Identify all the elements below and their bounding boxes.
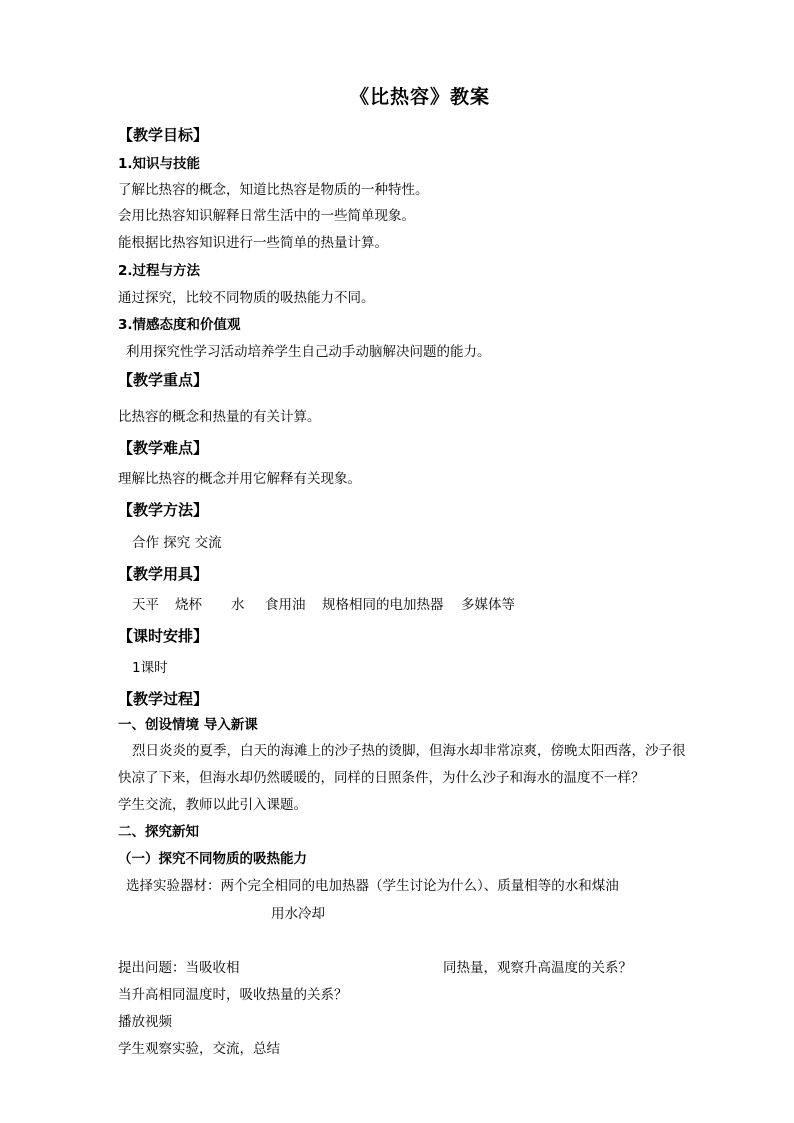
- section1-heading: 一、创设情境 导入新课: [118, 717, 258, 733]
- knowledge-item: 会用比热容知识解释日常生活中的一些简单现象。: [118, 208, 415, 224]
- tools-heading: 【教学用具】: [118, 565, 209, 583]
- teaching-process-heading: 【教学过程】: [118, 690, 209, 708]
- materials-text: 选择实验器材：两个完全相同的电加热器（学生讨论为什么）、质量相等的水和煤油: [126, 878, 619, 894]
- question-text: 提出问题：当吸收相: [118, 960, 240, 976]
- question-text: 同热量，观察升高温度的关系？: [443, 960, 632, 976]
- tools-item: 多媒体等: [461, 597, 515, 613]
- key-points-text: 比热容的概念和热量的有关计算。: [118, 409, 321, 425]
- tools-item: 食用油: [265, 597, 306, 613]
- subsection1-heading: （一）探究不同物质的吸热能力: [118, 851, 307, 867]
- section2-heading: 二、探究新知: [118, 824, 199, 840]
- video-text: 播放视频: [118, 1014, 172, 1030]
- process-method-heading: 2.过程与方法: [118, 263, 201, 279]
- emotion-heading: 3.情感态度和价值观: [118, 317, 241, 333]
- cooling-text: 用水冷却: [271, 906, 325, 922]
- schedule-text: 1课时: [132, 660, 168, 676]
- tools-item: 水: [231, 597, 245, 613]
- tools-item: 烧杯: [175, 597, 202, 613]
- methods-text: 合作 探究 交流: [132, 535, 222, 551]
- summary-text: 学生观察实验，交流，总结: [118, 1041, 280, 1057]
- section1-paragraph: 快凉了下来，但海水却仍然暖暖的，同样的日照条件，为什么沙子和海水的温度不一样？: [118, 770, 645, 786]
- methods-heading: 【教学方法】: [118, 501, 209, 519]
- section1-paragraph: 烈日炎炎的夏季，白天的海滩上的沙子热的烫脚，但海水却非常凉爽，傍晚太阳西落，沙子很: [132, 743, 686, 759]
- key-points-heading: 【教学重点】: [118, 371, 209, 389]
- process-method-item: 通过探究，比较不同物质的吸热能力不同。: [118, 290, 375, 306]
- knowledge-item: 了解比热容的概念，知道比热容是物质的一种特性。: [118, 182, 429, 198]
- knowledge-heading: 1.知识与技能: [118, 156, 201, 172]
- difficulties-text: 理解比热容的概念并用它解释有关现象。: [118, 471, 361, 487]
- emotion-item: 利用探究性学习活动培养学生自己动手动脑解决问题的能力。: [126, 344, 491, 360]
- schedule-heading: 【课时安排】: [118, 627, 209, 645]
- tools-item: 天平: [132, 597, 159, 613]
- objectives-heading: 【教学目标】: [118, 126, 209, 144]
- question-text: 当升高相同温度时，吸收热量的关系？: [118, 987, 348, 1003]
- document-title: 《比热容》教案: [350, 86, 491, 108]
- difficulties-heading: 【教学难点】: [118, 439, 209, 457]
- section1-paragraph: 学生交流，教师以此引入课题。: [118, 797, 307, 813]
- tools-item: 规格相同的电加热器: [322, 597, 444, 613]
- knowledge-item: 能根据比热容知识进行一些简单的热量计算。: [118, 235, 388, 251]
